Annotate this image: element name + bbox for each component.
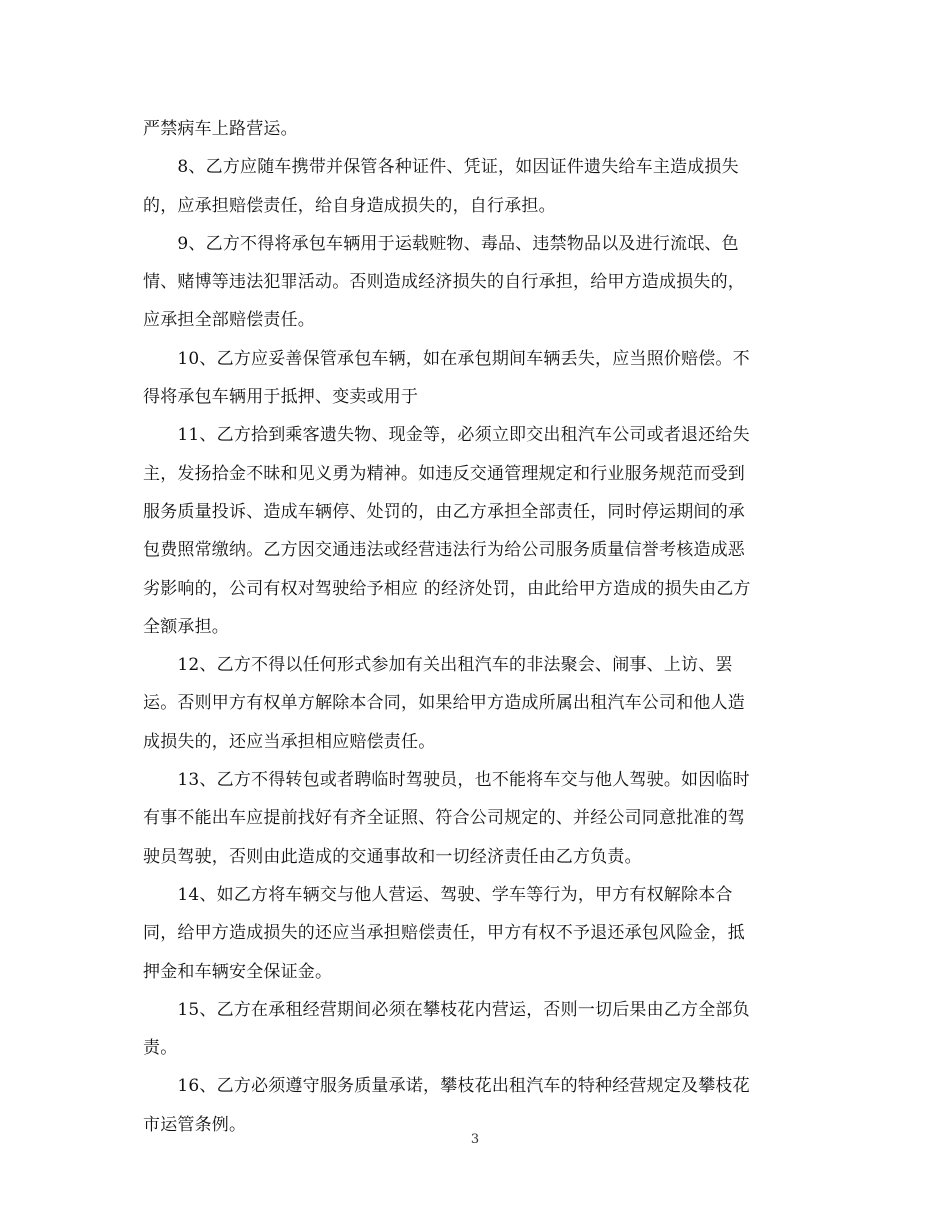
text-line: 劣影响的，公司有权对驾驶给予相应 的经济处罚，由此给甲方造成的损失由乙方: [143, 578, 751, 599]
page-number: 3: [470, 1132, 480, 1147]
text-line: 15、乙方在承租经营期间必须在攀枝花内营运，否则一切后果由乙方全部负: [143, 999, 750, 1020]
document-body: [143, 110, 815, 1144]
text-line: 得将承包车辆用于抵押、变卖或用于: [143, 387, 419, 408]
text-line: 包费照常缴纳。乙方因交通违法或经营违法行为给公司服务质量信誉考核造成恶: [143, 540, 745, 561]
text-line: 8、乙方应随车携带并保管各种证件、凭证，如因证件遗失给车主造成损失: [143, 157, 739, 178]
text-line: 主，发扬拾金不昧和见义勇为精神。如违反交通管理规定和行业服务规范而受到: [143, 463, 745, 484]
text-line: 10、乙方应妥善保管承包车辆，如在承包期间车辆丢失，应当照价赔偿。不: [143, 348, 750, 369]
text-line: 情、赌博等违法犯罪活动。否则造成经济损失的自行承担，给甲方造成损失的，: [143, 272, 745, 293]
text-line: 运。否则甲方有权单方解除本合同，如果给甲方造成所属出租汽车公司和他人造: [143, 693, 745, 714]
text-line: 16、乙方必须遵守服务质量承诺，攀枝花出租汽车的特种经营规定及攀枝花: [143, 1076, 750, 1097]
text-line: 9、乙方不得将承包车辆用于运载赃物、毒品、违禁物品以及进行流氓、色: [143, 233, 739, 254]
text-line: 13、乙方不得转包或者聘临时驾驶员，也不能将车交与他人驾驶。如因临时: [143, 770, 750, 791]
text-line: 11、乙方拾到乘客遗失物、现金等，必须立即交出租汽车公司或者退还给失: [143, 425, 750, 446]
text-line: 成损失的，还应当承担相应赔偿责任。: [143, 731, 436, 752]
text-line: 全额承担。: [143, 616, 229, 637]
text-line: 的，应承担赔偿责任，给自身造成损失的，自行承担。: [143, 195, 556, 216]
text-line: 驶员驾驶，否则由此造成的交通事故和一切经济责任由乙方负责。: [143, 846, 642, 867]
text-line: 应承担全部赔偿责任。: [143, 310, 315, 331]
text-line: 有事不能出车应提前找好有齐全证照、符合公司规定的、并经公司同意批准的驾: [143, 808, 745, 829]
text-line: 押金和车辆安全保证金。: [143, 961, 333, 982]
text-line: 责。: [143, 1038, 178, 1059]
text-line: 12、乙方不得以任何形式参加有关出租汽车的非法聚会、闹事、上访、罢: [143, 655, 733, 676]
text-line: 14、如乙方将车辆交与他人营运、驾驶、学车等行为，甲方有权解除本合: [143, 884, 733, 905]
text-line: 严禁病车上路营运。: [143, 119, 298, 139]
text-line: 市运管条例。: [143, 1114, 247, 1135]
text-line: 同，给甲方造成损失的还应当承担赔偿责任，甲方有权不予退还承包风险金，抵: [143, 923, 745, 944]
text-line: 服务质量投诉、造成车辆停、处罚的，由乙方承担全部责任，同时停运期间的承: [143, 501, 745, 522]
